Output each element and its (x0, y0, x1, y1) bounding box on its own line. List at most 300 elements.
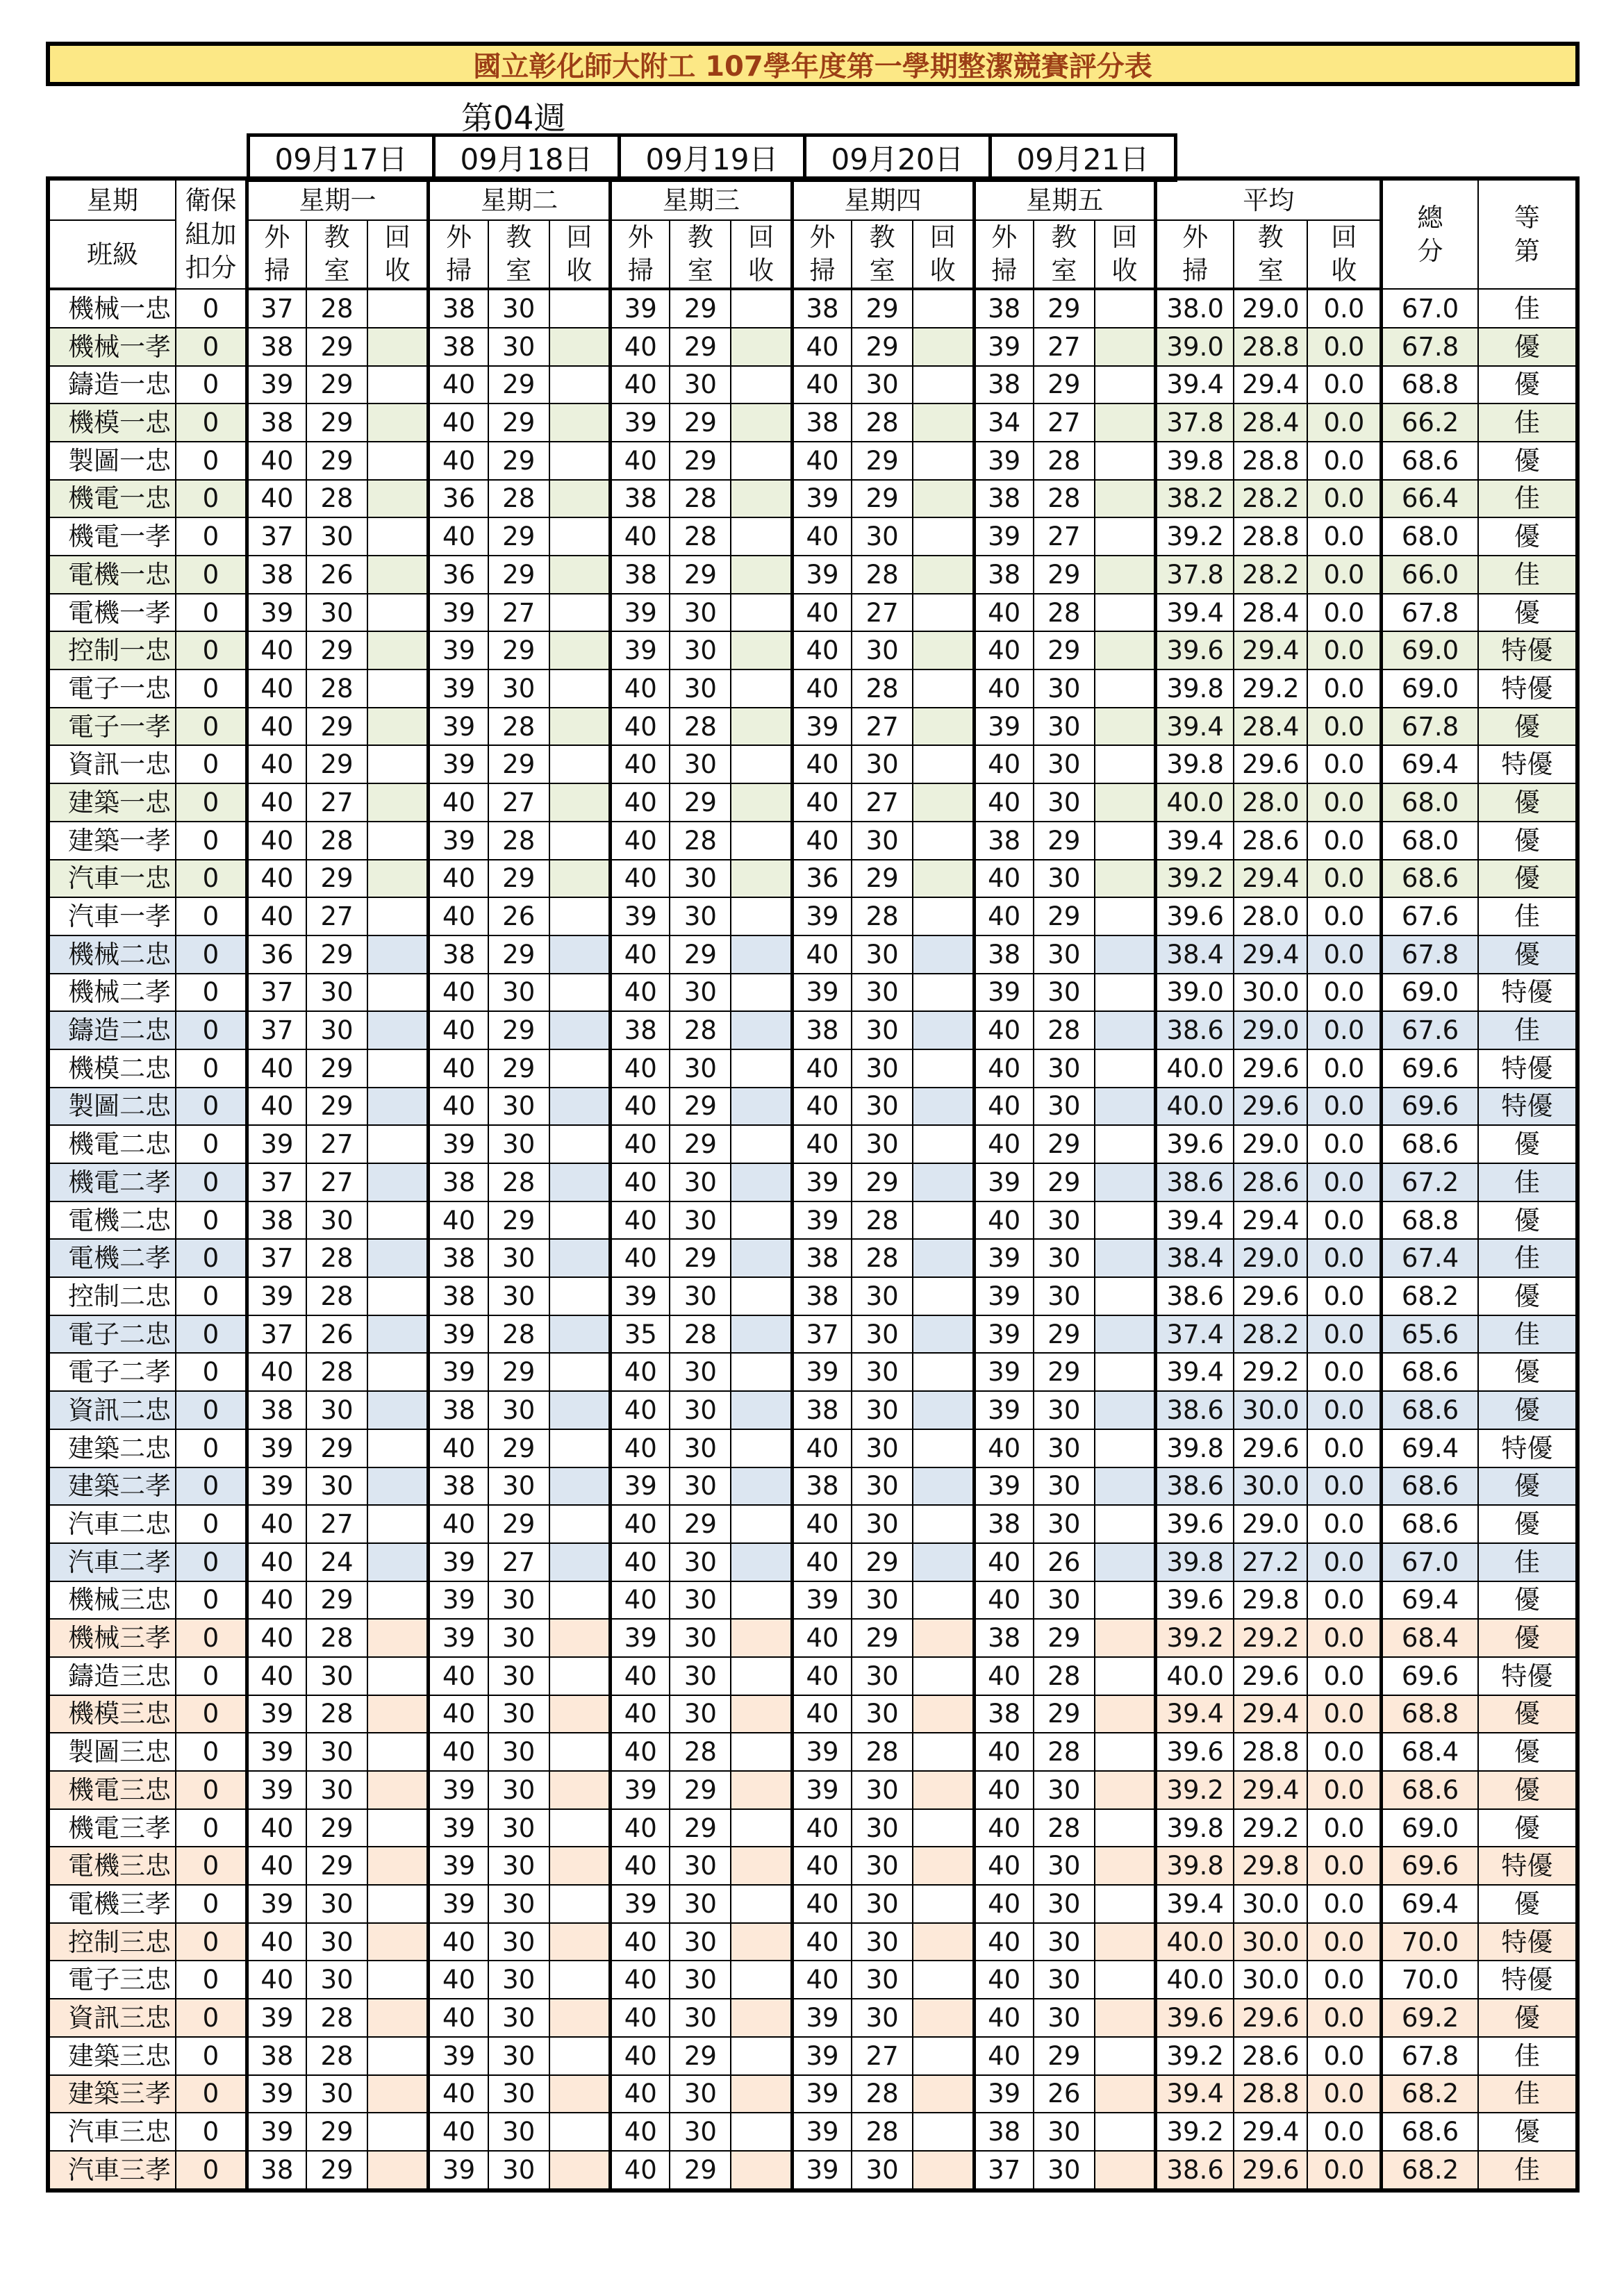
outdoor-score: 40 (792, 1809, 852, 1847)
classroom-score: 29 (488, 631, 549, 669)
header-text: 掃 (264, 256, 290, 286)
class-name: 鑄造一忠 (48, 366, 176, 404)
outdoor-score: 40 (247, 480, 306, 518)
class-name: 電機一孝 (48, 594, 176, 632)
table-row (48, 1581, 1577, 1620)
avg-outdoor: 37.8 (1156, 404, 1234, 442)
header-total (1382, 178, 1478, 289)
recycle-score (549, 1353, 611, 1391)
outdoor-score: 38 (974, 2113, 1034, 2151)
grade: 佳 (1478, 1239, 1577, 1277)
outdoor-score: 40 (974, 2037, 1034, 2075)
avg-recycle: 0.0 (1307, 2151, 1381, 2190)
outdoor-score: 39 (429, 1771, 488, 1809)
table-row (48, 745, 1577, 783)
outdoor-score: 40 (611, 1505, 670, 1543)
recycle-score (1095, 2113, 1156, 2151)
outdoor-score: 40 (611, 1581, 670, 1620)
outdoor-score: 39 (247, 594, 306, 632)
classroom-score: 30 (852, 1809, 913, 1847)
outdoor-score: 40 (974, 1049, 1034, 1088)
table-row (48, 404, 1577, 442)
classroom-score: 28 (1034, 480, 1095, 518)
class-name: 機模二忠 (48, 1049, 176, 1088)
outdoor-score: 40 (611, 822, 670, 860)
recycle-score (913, 1847, 974, 1885)
outdoor-score: 40 (792, 1049, 852, 1088)
outdoor-score: 37 (247, 974, 306, 1012)
date-cell: 09月20日 (805, 135, 991, 181)
outdoor-score: 40 (611, 669, 670, 708)
classroom-score: 30 (670, 1163, 731, 1201)
outdoor-score: 38 (247, 1201, 306, 1240)
table-row (48, 1391, 1577, 1429)
recycle-score (1095, 1733, 1156, 1771)
avg-outdoor: 39.0 (1156, 328, 1234, 366)
table-row (48, 1999, 1577, 2037)
outdoor-score: 39 (247, 2113, 306, 2151)
classroom-score: 28 (488, 1315, 549, 1354)
classroom-score: 28 (488, 822, 549, 860)
outdoor-score: 40 (429, 404, 488, 442)
grade: 優 (1478, 366, 1577, 404)
grade: 優 (1478, 2113, 1577, 2151)
recycle-score (913, 2075, 974, 2113)
class-name: 電機二孝 (48, 1239, 176, 1277)
outdoor-score: 36 (792, 860, 852, 898)
grade: 佳 (1478, 404, 1577, 442)
grade: 特優 (1478, 1088, 1577, 1126)
classroom-score: 30 (852, 1695, 913, 1733)
header-subcol (852, 220, 913, 289)
classroom-score: 30 (488, 1771, 549, 1809)
class-name: 建築二孝 (48, 1467, 176, 1506)
recycle-score (913, 1049, 974, 1088)
outdoor-score: 39 (974, 708, 1034, 746)
avg-classroom: 28.4 (1234, 594, 1307, 632)
avg-classroom: 29.4 (1234, 1201, 1307, 1240)
class-name: 資訊三忠 (48, 1999, 176, 2037)
recycle-score (731, 1088, 792, 1126)
avg-classroom: 29.6 (1234, 1088, 1307, 1126)
bonus-score: 0 (176, 1885, 247, 1923)
avg-recycle: 0.0 (1307, 1581, 1381, 1620)
avg-classroom: 29.2 (1234, 1353, 1307, 1391)
recycle-score (913, 1277, 974, 1315)
bonus-score: 0 (176, 404, 247, 442)
recycle-score (1095, 1505, 1156, 1543)
recycle-score (913, 328, 974, 366)
outdoor-score: 39 (974, 1353, 1034, 1391)
avg-recycle: 0.0 (1307, 2075, 1381, 2113)
classroom-score: 30 (852, 1847, 913, 1885)
header-subcol (549, 220, 611, 289)
table-row (48, 708, 1577, 746)
avg-recycle: 0.0 (1307, 745, 1381, 783)
outdoor-score: 38 (247, 2037, 306, 2075)
avg-outdoor: 39.6 (1156, 1125, 1234, 1163)
classroom-score: 30 (1034, 1961, 1095, 1999)
grade: 佳 (1478, 2075, 1577, 2113)
classroom-score: 30 (306, 1885, 367, 1923)
header-text: 回 (929, 222, 956, 252)
class-name: 鑄造三忠 (48, 1657, 176, 1695)
outdoor-score: 39 (429, 669, 488, 708)
grade: 佳 (1478, 556, 1577, 594)
header-subcol (429, 220, 488, 289)
recycle-score (549, 1961, 611, 1999)
classroom-score: 30 (670, 1543, 731, 1581)
header-text: 衛保 (185, 185, 237, 216)
avg-recycle: 0.0 (1307, 974, 1381, 1012)
class-name: 電子二忠 (48, 1315, 176, 1354)
recycle-score (367, 480, 429, 518)
outdoor-score: 38 (247, 404, 306, 442)
outdoor-score: 39 (792, 708, 852, 746)
total-score: 68.6 (1382, 860, 1478, 898)
outdoor-score: 40 (792, 594, 852, 632)
recycle-score (731, 631, 792, 669)
classroom-score: 29 (306, 2113, 367, 2151)
outdoor-score: 38 (974, 822, 1034, 860)
classroom-score: 30 (852, 1657, 913, 1695)
outdoor-score: 39 (611, 1277, 670, 1315)
recycle-score (913, 669, 974, 708)
outdoor-score: 40 (247, 442, 306, 480)
classroom-score: 30 (670, 366, 731, 404)
recycle-score (913, 1695, 974, 1733)
classroom-score: 28 (852, 556, 913, 594)
avg-classroom: 29.2 (1234, 1619, 1307, 1657)
grade: 優 (1478, 860, 1577, 898)
avg-outdoor: 39.2 (1156, 2037, 1234, 2075)
recycle-score (549, 1505, 611, 1543)
grade: 優 (1478, 1467, 1577, 1506)
header-subcol (1234, 220, 1307, 289)
outdoor-score: 38 (974, 935, 1034, 974)
classroom-score: 24 (306, 1543, 367, 1581)
classroom-score: 28 (1034, 442, 1095, 480)
classroom-score: 29 (1034, 1695, 1095, 1733)
recycle-score (731, 328, 792, 366)
total-score: 68.8 (1382, 366, 1478, 404)
bonus-score: 0 (176, 1353, 247, 1391)
outdoor-score: 40 (611, 517, 670, 556)
outdoor-score: 38 (429, 935, 488, 974)
avg-recycle: 0.0 (1307, 1353, 1381, 1391)
recycle-score (913, 1125, 974, 1163)
bonus-score: 0 (176, 480, 247, 518)
avg-recycle: 0.0 (1307, 2037, 1381, 2075)
table-row (48, 328, 1577, 366)
header-text: 收 (748, 256, 774, 286)
recycle-score (913, 708, 974, 746)
avg-classroom: 29.0 (1234, 1011, 1307, 1049)
classroom-score: 29 (852, 328, 913, 366)
classroom-score: 28 (306, 822, 367, 860)
recycle-score (1095, 442, 1156, 480)
outdoor-score: 39 (974, 1315, 1034, 1354)
grade: 優 (1478, 1885, 1577, 1923)
classroom-score: 30 (852, 1429, 913, 1467)
table-row (48, 1353, 1577, 1391)
week-label: 第04週 (461, 99, 566, 137)
table-row (48, 556, 1577, 594)
classroom-score: 30 (306, 517, 367, 556)
recycle-score (549, 1201, 611, 1240)
classroom-score: 29 (306, 1581, 367, 1620)
recycle-score (913, 860, 974, 898)
classroom-score: 30 (852, 974, 913, 1012)
total-score: 69.0 (1382, 1809, 1478, 1847)
class-name: 機械三忠 (48, 1581, 176, 1620)
avg-outdoor: 39.8 (1156, 669, 1234, 708)
classroom-score: 30 (1034, 1505, 1095, 1543)
outdoor-score: 39 (792, 1771, 852, 1809)
table-row (48, 860, 1577, 898)
avg-recycle: 0.0 (1307, 1391, 1381, 1429)
outdoor-score: 40 (974, 1923, 1034, 1961)
classroom-score: 30 (306, 1467, 367, 1506)
classroom-score: 29 (488, 745, 549, 783)
outdoor-score: 39 (792, 1733, 852, 1771)
classroom-score: 29 (852, 1163, 913, 1201)
classroom-score: 30 (852, 1315, 913, 1354)
recycle-score (1095, 1049, 1156, 1088)
recycle-score (549, 1467, 611, 1506)
outdoor-score: 39 (429, 822, 488, 860)
grade: 特優 (1478, 1961, 1577, 1999)
bonus-score: 0 (176, 1011, 247, 1049)
header-average: 平均 (1156, 178, 1382, 220)
grade: 特優 (1478, 1429, 1577, 1467)
recycle-score (1095, 1277, 1156, 1315)
outdoor-score: 38 (429, 289, 488, 328)
table-row (48, 1733, 1577, 1771)
outdoor-score: 38 (792, 1277, 852, 1315)
recycle-score (549, 935, 611, 974)
grade: 佳 (1478, 1315, 1577, 1354)
total-score: 68.6 (1382, 1125, 1478, 1163)
outdoor-score: 39 (429, 1353, 488, 1391)
outdoor-score: 38 (429, 1277, 488, 1315)
classroom-score: 27 (488, 594, 549, 632)
classroom-score: 30 (1034, 1201, 1095, 1240)
total-score: 68.4 (1382, 1733, 1478, 1771)
recycle-score (731, 442, 792, 480)
avg-outdoor: 38.6 (1156, 1163, 1234, 1201)
avg-classroom: 29.4 (1234, 2113, 1307, 2151)
table-row (48, 935, 1577, 974)
recycle-score (1095, 1239, 1156, 1277)
recycle-score (731, 1315, 792, 1354)
avg-recycle: 0.0 (1307, 517, 1381, 556)
classroom-score: 30 (488, 1885, 549, 1923)
total-score: 67.8 (1382, 708, 1478, 746)
class-name: 汽車一忠 (48, 860, 176, 898)
classroom-score: 30 (852, 1277, 913, 1315)
recycle-score (367, 1733, 429, 1771)
outdoor-score: 38 (611, 480, 670, 518)
outdoor-score: 40 (247, 1961, 306, 1999)
recycle-score (731, 669, 792, 708)
bonus-score: 0 (176, 1733, 247, 1771)
class-name: 建築一忠 (48, 783, 176, 822)
recycle-score (1095, 822, 1156, 860)
classroom-score: 30 (1034, 1923, 1095, 1961)
grade: 特優 (1478, 1847, 1577, 1885)
classroom-score: 29 (852, 442, 913, 480)
table-row (48, 669, 1577, 708)
class-name: 電機二忠 (48, 1201, 176, 1240)
table-row (48, 1125, 1577, 1163)
table-row (48, 594, 1577, 632)
bonus-score: 0 (176, 745, 247, 783)
recycle-score (731, 2037, 792, 2075)
header-grade (1478, 178, 1577, 289)
classroom-score: 29 (1034, 1315, 1095, 1354)
classroom-score: 30 (488, 1619, 549, 1657)
avg-outdoor: 39.4 (1156, 1695, 1234, 1733)
classroom-score: 30 (852, 1011, 913, 1049)
total-score: 69.2 (1382, 1999, 1478, 2037)
bonus-score: 0 (176, 1923, 247, 1961)
grade: 佳 (1478, 2037, 1577, 2075)
table-row (48, 1201, 1577, 1240)
table-row (48, 1923, 1577, 1961)
classroom-score: 30 (488, 1809, 549, 1847)
outdoor-score: 40 (247, 708, 306, 746)
avg-classroom: 28.4 (1234, 404, 1307, 442)
recycle-score (913, 822, 974, 860)
recycle-score (367, 1163, 429, 1201)
recycle-score (913, 1201, 974, 1240)
class-name: 機電二孝 (48, 1163, 176, 1201)
classroom-score: 27 (852, 594, 913, 632)
class-name: 機械一忠 (48, 289, 176, 328)
avg-recycle: 0.0 (1307, 1239, 1381, 1277)
avg-classroom: 28.6 (1234, 822, 1307, 860)
classroom-score: 30 (488, 1923, 549, 1961)
classroom-score: 30 (670, 1923, 731, 1961)
classroom-score: 30 (670, 2075, 731, 2113)
avg-recycle: 0.0 (1307, 1809, 1381, 1847)
outdoor-score: 38 (974, 480, 1034, 518)
outdoor-score: 40 (247, 1619, 306, 1657)
avg-classroom: 29.6 (1234, 2151, 1307, 2190)
classroom-score: 29 (670, 442, 731, 480)
bonus-score: 0 (176, 822, 247, 860)
avg-outdoor: 38.6 (1156, 1467, 1234, 1506)
class-name: 製圖二忠 (48, 1088, 176, 1126)
total-score: 67.2 (1382, 1163, 1478, 1201)
class-name: 機械二忠 (48, 935, 176, 974)
outdoor-score: 39 (429, 1847, 488, 1885)
classroom-score: 30 (488, 2113, 549, 2151)
bonus-score: 0 (176, 289, 247, 328)
recycle-score (1095, 708, 1156, 746)
recycle-score (731, 1239, 792, 1277)
recycle-score (549, 974, 611, 1012)
header-text: 扣分 (185, 252, 237, 283)
outdoor-score: 39 (974, 1163, 1034, 1201)
classroom-score: 29 (852, 289, 913, 328)
date-cell: 09月18日 (434, 135, 620, 181)
classroom-score: 30 (852, 935, 913, 974)
classroom-score: 30 (306, 2075, 367, 2113)
recycle-score (1095, 1885, 1156, 1923)
avg-recycle: 0.0 (1307, 1088, 1381, 1126)
outdoor-score: 40 (429, 1049, 488, 1088)
table-row (48, 1011, 1577, 1049)
classroom-score: 28 (852, 1201, 913, 1240)
table-row (48, 1277, 1577, 1315)
avg-outdoor: 38.6 (1156, 1277, 1234, 1315)
outdoor-score: 40 (974, 745, 1034, 783)
header-weekday: 星期三 (611, 178, 793, 220)
classroom-score: 29 (488, 556, 549, 594)
outdoor-score: 39 (792, 2113, 852, 2151)
avg-classroom: 29.4 (1234, 1771, 1307, 1809)
recycle-score (731, 480, 792, 518)
avg-classroom: 30.0 (1234, 1923, 1307, 1961)
header-text: 收 (566, 256, 593, 286)
outdoor-score: 40 (974, 1657, 1034, 1695)
classroom-score: 30 (852, 1125, 913, 1163)
bonus-score: 0 (176, 1809, 247, 1847)
bonus-score: 0 (176, 2037, 247, 2075)
grade: 佳 (1478, 1543, 1577, 1581)
bonus-score: 0 (176, 897, 247, 935)
total-score: 68.8 (1382, 1201, 1478, 1240)
avg-recycle: 0.0 (1307, 442, 1381, 480)
bonus-score: 0 (176, 669, 247, 708)
outdoor-score: 40 (429, 2113, 488, 2151)
recycle-score (913, 974, 974, 1012)
recycle-score (731, 1467, 792, 1506)
table-row (48, 1771, 1577, 1809)
grade: 優 (1478, 935, 1577, 974)
grade: 優 (1478, 822, 1577, 860)
classroom-score: 28 (852, 404, 913, 442)
avg-classroom: 29.0 (1234, 1505, 1307, 1543)
class-name: 機電三忠 (48, 1771, 176, 1809)
outdoor-score: 40 (429, 2075, 488, 2113)
avg-outdoor: 40.0 (1156, 1961, 1234, 1999)
recycle-score (549, 1088, 611, 1126)
avg-outdoor: 38.6 (1156, 1011, 1234, 1049)
classroom-score: 30 (670, 1429, 731, 1467)
recycle-score (549, 860, 611, 898)
classroom-score: 28 (852, 669, 913, 708)
recycle-score (1095, 1315, 1156, 1354)
recycle-score (549, 669, 611, 708)
table-row (48, 289, 1577, 328)
class-name: 製圖三忠 (48, 1733, 176, 1771)
recycle-score (1095, 594, 1156, 632)
outdoor-score: 40 (611, 1961, 670, 1999)
recycle-score (731, 1923, 792, 1961)
recycle-score (549, 366, 611, 404)
outdoor-score: 40 (247, 897, 306, 935)
classroom-score: 29 (1034, 631, 1095, 669)
recycle-score (549, 1391, 611, 1429)
avg-recycle: 0.0 (1307, 783, 1381, 822)
grade: 優 (1478, 1201, 1577, 1240)
avg-recycle: 0.0 (1307, 1695, 1381, 1733)
outdoor-score: 40 (974, 1885, 1034, 1923)
grade: 優 (1478, 594, 1577, 632)
